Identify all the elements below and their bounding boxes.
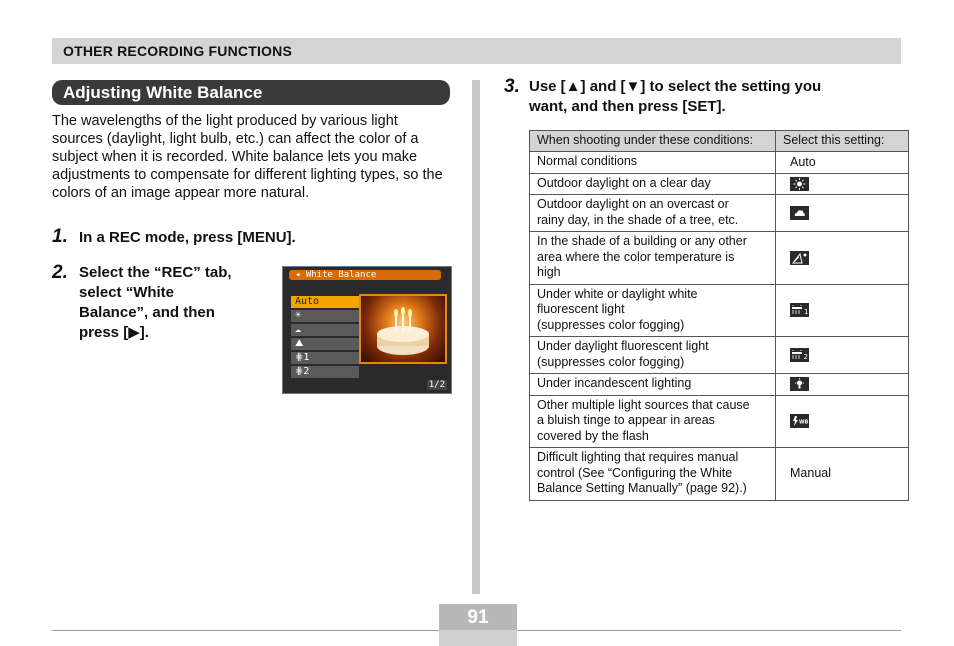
setting-cell: [776, 395, 909, 448]
table-row: [530, 374, 909, 396]
svg-text:WB: WB: [799, 419, 809, 426]
camera-screen: [282, 266, 452, 394]
table-row: [530, 395, 909, 448]
table-header-row: [530, 131, 909, 152]
camera-menu-item: ⋕2: [291, 366, 359, 378]
condition-cell: Outdoor daylight on an overcast or rainy day, in the shade of a tree, etc.: [530, 195, 776, 232]
page-number: 91: [467, 607, 489, 628]
camera-menu-item: Auto: [291, 296, 359, 308]
flash-wb-icon: [790, 414, 809, 428]
step-3-line: want, and then press [SET].: [529, 98, 726, 115]
camera-menu-item: ⋕1: [291, 352, 359, 364]
table-row: [530, 284, 909, 337]
shade-icon: [790, 251, 809, 265]
condition-cell: Difficult lighting that requires manual control (See “Configuring the White Balance Setting Manually” (page 92).): [530, 448, 776, 501]
cake-illustration: [361, 296, 445, 362]
sun-icon: [790, 177, 809, 191]
condition-cell: In the shade of a building or any other area where the color temperature is high: [530, 232, 776, 285]
page-number-tab: [439, 604, 517, 646]
svg-text:1: 1: [804, 308, 809, 317]
table-header-cell: When shooting under these conditions:: [530, 131, 776, 152]
header-title: OTHER RECORDING FUNCTIONS: [63, 43, 292, 59]
camera-menu-item: ☀: [291, 310, 359, 322]
step-1-text: In a REC mode, press [MENU].: [79, 229, 296, 246]
step-2-number: 2.: [52, 262, 68, 283]
step-2-text: [79, 263, 269, 343]
setting-cell: [776, 337, 909, 374]
intro-paragraph: The wavelengths of the light produced by various light sources (daylight, light bulb, etc.) can affect the color of a subject when it is recorded. White balance lets you make adjustments to compensate for different lighting types, so the colors of an image appear more natural.: [52, 113, 443, 201]
setting-cell: Auto: [776, 152, 909, 174]
setting-cell: [776, 173, 909, 195]
camera-menu-list: [291, 296, 359, 380]
step-3-text: [529, 77, 909, 117]
step-2-line: Select the “REC” tab,: [79, 264, 232, 281]
condition-cell: Normal conditions: [530, 152, 776, 174]
step-2-line: select “White: [79, 284, 175, 301]
table-row: [530, 195, 909, 232]
condition-cell: Under incandescent lighting: [530, 374, 776, 396]
camera-menu-title: ◂ White Balance: [289, 270, 441, 280]
table-row: [530, 448, 909, 501]
white-balance-table: [529, 130, 909, 501]
camera-menu-item: ⛰: [291, 338, 359, 350]
setting-cell: [776, 232, 909, 285]
setting-cell: Manual: [776, 448, 909, 501]
header-bar: [52, 38, 901, 64]
step-3-line: Use [▲] and [▼] to select the setting you: [529, 78, 822, 95]
table-row: [530, 232, 909, 285]
condition-cell: Other multiple light sources that cause a bluish tinge to appear in areas covered by the flash: [530, 395, 776, 448]
condition-cell: Under white or daylight white fluorescent light (suppresses color fogging): [530, 284, 776, 337]
table-row: [530, 152, 909, 174]
table-row: [530, 337, 909, 374]
section-title: Adjusting White Balance: [63, 83, 263, 102]
setting-cell: [776, 195, 909, 232]
setting-cell: [776, 374, 909, 396]
cloud-icon: [790, 206, 809, 220]
fluorescent-2-icon: [790, 348, 809, 362]
condition-cell: Under daylight fluorescent light (suppresses color fogging): [530, 337, 776, 374]
camera-page-indicator: 1/2: [428, 380, 445, 390]
camera-menu-item: ☁: [291, 324, 359, 336]
section-title-bar: [52, 80, 450, 105]
table-row: [530, 173, 909, 195]
table-header-cell: Select this setting:: [776, 131, 909, 152]
setting-cell: [776, 284, 909, 337]
fluorescent-1-icon: [790, 303, 809, 317]
step-1-number: 1.: [52, 226, 68, 247]
step-2-line: Balance”, and then: [79, 304, 215, 321]
step-2-line: press [▶].: [79, 324, 149, 341]
incandescent-icon: [790, 377, 809, 391]
camera-preview-photo: [359, 294, 447, 364]
column-divider: [472, 80, 480, 594]
svg-text:2: 2: [803, 352, 808, 361]
condition-cell: Outdoor daylight on a clear day: [530, 173, 776, 195]
step-3-number: 3.: [504, 76, 520, 97]
